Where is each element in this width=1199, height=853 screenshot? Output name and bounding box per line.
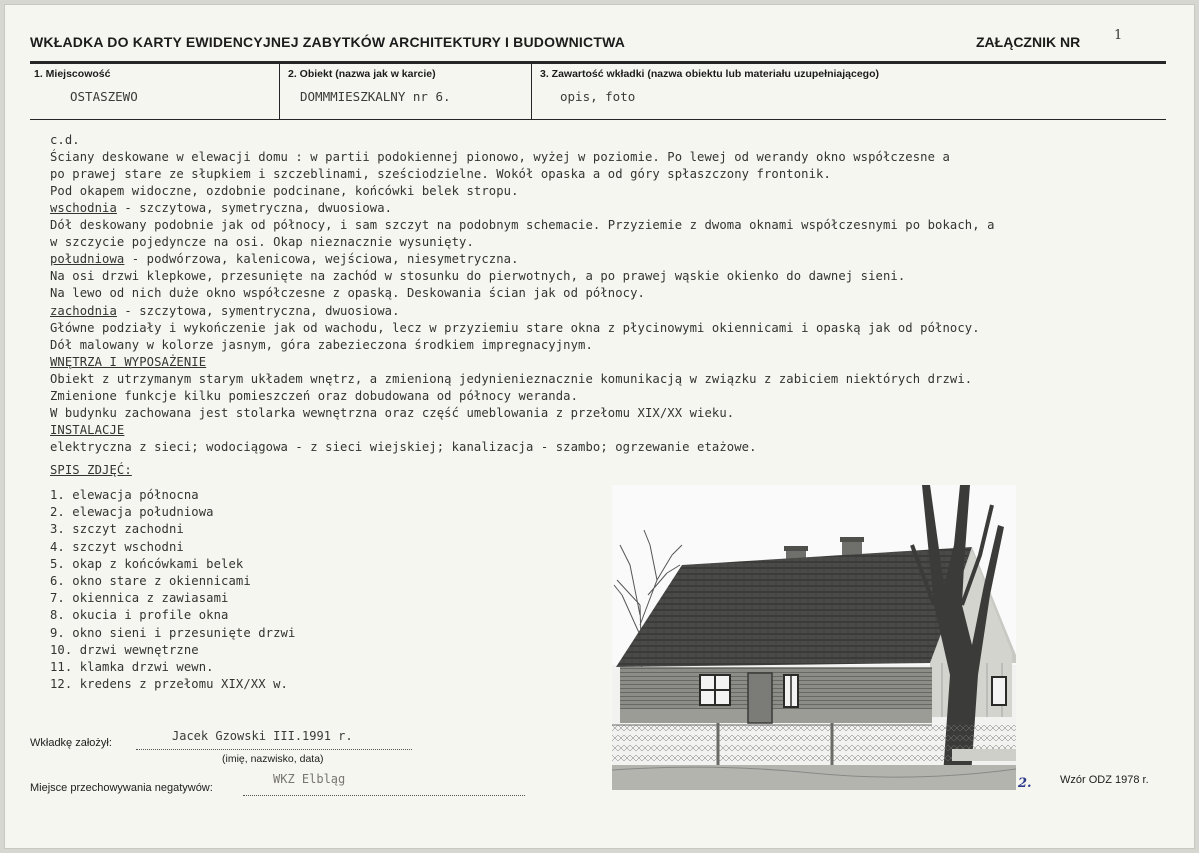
description-line — [50, 133, 80, 147]
section-heading: wschodnia — [50, 201, 117, 216]
description-line — [50, 440, 757, 454]
description-line — [50, 338, 593, 352]
description-text: c.d. — [50, 133, 80, 147]
description-line — [50, 406, 734, 420]
photo-list-item: 11. klamka drzwi wewn. — [50, 660, 214, 674]
description-line — [50, 389, 578, 403]
photo-list-item: 4. szczyt wschodni — [50, 539, 184, 554]
description-text: Na lewo od nich duże okno współczesne z opaską. Deskowania ścian jak od północy. — [50, 286, 645, 301]
object-label: 2. Obiekt (nazwa jak w karcie) — [288, 68, 436, 80]
negatives-storage-line — [243, 795, 525, 796]
record-card — [4, 4, 1195, 849]
section-heading: zachodnia — [50, 303, 117, 318]
description-text: - podwórzowa, kalenicowa, wejściowa, niesymetryczna. — [124, 252, 519, 267]
fields-rule — [30, 119, 1166, 120]
description-text: Dół malowany w kolorze jasnym, góra zabezieczona środkiem impregnacyjnym. — [50, 337, 593, 352]
description-line — [50, 321, 980, 335]
description-text: Ściany deskowane w elewacji domu : w partii podokiennej pionowo, wyżej w poziomie. Po lewej od werandy okno współczesne a — [50, 150, 950, 165]
description-text: Pod okapem widoczne, ozdobnie podcinane, końcówki belek stropu. — [50, 184, 519, 199]
photo-list-item: 8. okucia i profile okna — [50, 608, 229, 623]
section-heading: INSTALACJE — [50, 422, 125, 437]
negatives-storage-label: Miejsce przechowywania negatywów: — [30, 782, 213, 794]
negatives-storage-value: WKZ Elbląg — [273, 772, 346, 786]
description-line — [50, 167, 831, 181]
locality-value: OSTASZEWO — [70, 89, 138, 104]
description-line — [50, 372, 972, 386]
description-line — [50, 423, 124, 437]
locality-label: 1. Miejscowość — [34, 68, 111, 80]
field-divider-1 — [279, 64, 280, 120]
object-value: DOMMMIESZKALNY nr 6. — [300, 89, 451, 104]
form-version: Wzór ODZ 1978 r. — [1060, 774, 1149, 786]
photo-list-item: 2. elewacja południowa — [50, 505, 214, 520]
photo-list-heading: SPIS ZDJĘĆ: — [50, 463, 132, 477]
description-line — [50, 286, 645, 300]
description-text: w szczycie pojedyncze na osi. Okap nieznacznie wysunięty. — [50, 235, 474, 250]
section-heading: WNĘTRZA I WYPOSAŻENIE — [50, 354, 207, 369]
section-heading: południowa — [50, 252, 125, 267]
description-line — [50, 355, 206, 369]
description-line — [50, 184, 519, 198]
description-text: elektryczna z sieci; wodociągowa - z sieci wiejskiej; kanalizacja - szambo; ogrzewanie etażowe. — [50, 439, 757, 454]
description-text: Dół deskowany podobnie jak od północy, i sam szczyt na podobnym schemacie. Przyziemie z dwoma oknami współczesnymi po bokach, a — [50, 218, 995, 233]
description-text: - szczytowa, symetryczna, dwuosiowa. — [116, 201, 393, 216]
photo-list-item: 10. drzwi wewnętrzne — [50, 642, 199, 657]
content-value: opis, foto — [560, 89, 636, 104]
description-text: po prawej stare ze słupkiem i szczeblinami, sześciodzielne. Wokół opaska a od góry spłaszczony frontonik. — [50, 167, 831, 182]
photo-list-item: 6. okno stare z okiennicami — [50, 574, 251, 588]
page-number: 1 — [1114, 28, 1123, 43]
photo-number: 2. — [1018, 776, 1032, 791]
house-photograph — [612, 485, 1016, 790]
description-line — [50, 304, 400, 318]
created-by-line — [136, 749, 412, 750]
photo-list-item: 12. kredens z przełomu XIX/XX w. — [50, 677, 288, 692]
description-text: - szczytowa, symentryczna, dwuosiowa. — [116, 303, 400, 318]
annex-label: ZAŁĄCZNIK NR — [976, 34, 1081, 50]
description-text: Na osi drzwi klepkowe, przesunięte na zachód w stosunku do pierwotnych, a po prawej wąskie okienko do dawnej sieni. — [50, 269, 906, 284]
created-by-hint: (imię, nazwisko, data) — [222, 753, 324, 765]
created-by-value: Jacek Gzowski III.1991 r. — [172, 729, 353, 743]
description-line — [50, 218, 995, 232]
header-rule — [30, 61, 1166, 64]
description-line — [50, 252, 519, 266]
card-title: WKŁADKA DO KARTY EWIDENCYJNEJ ZABYTKÓW ARCHITEKTURY I BUDOWNICTWA — [30, 34, 626, 50]
description-text: W budynku zachowana jest stolarka wewnętrzna oraz część umeblowania z przełomu XIX/XX wieku. — [50, 405, 735, 420]
photo-list-item: 1. elewacja północna — [50, 488, 199, 502]
description-line — [50, 269, 905, 283]
field-divider-2 — [531, 64, 532, 120]
created-by-label: Wkładkę założył: — [30, 737, 112, 749]
description-text: Obiekt z utrzymanym starym układem wnętrz, a zmienioną jedynienieznacznie komunikacją w związku z zabiciem niektórych drzwi. — [50, 371, 973, 386]
description-line — [50, 235, 474, 249]
photo-list-item: 7. okiennica z zawiasami — [50, 591, 229, 606]
description-line — [50, 150, 950, 164]
photo-list-item: 3. szczyt zachodni — [50, 522, 184, 537]
photo-list-item: 9. okno sieni i przesunięte drzwi — [50, 625, 296, 640]
content-label: 3. Zawartość wkładki (nazwa obiektu lub materiału uzupełniającego) — [540, 68, 879, 80]
description-line — [50, 201, 392, 215]
description-text: Zmienione funkcje kilku pomieszczeń oraz dobudowana od północy weranda. — [50, 388, 579, 403]
photo-list-item: 5. okap z końcówkami belek — [50, 556, 244, 571]
description-text: Główne podziały i wykończenie jak od wachodu, lecz w przyziemiu stare okna z płycinowymi okiennicami i opaską jak od północy. — [50, 320, 980, 335]
